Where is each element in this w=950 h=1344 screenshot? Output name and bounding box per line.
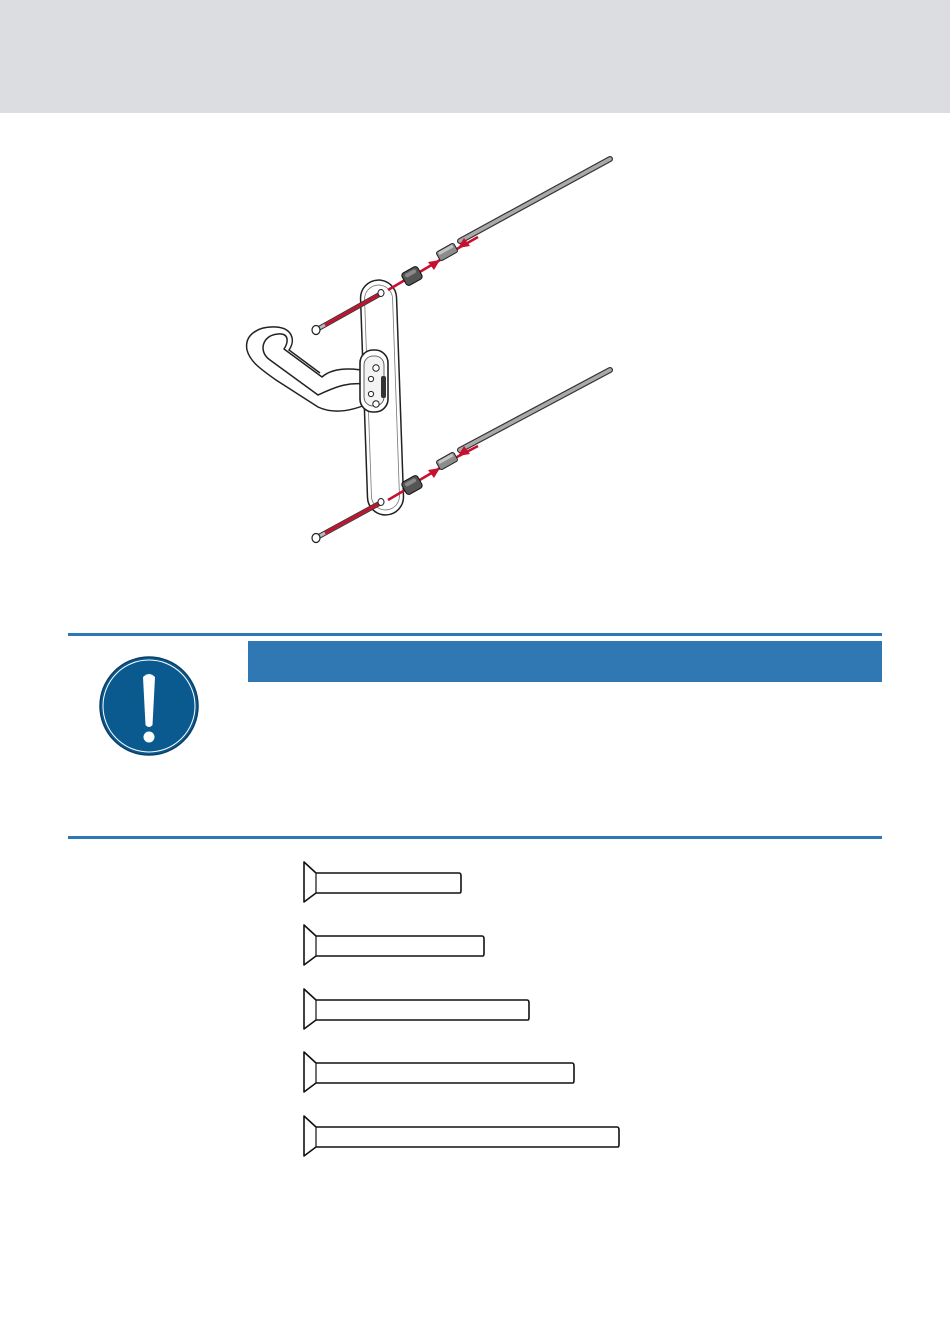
upper-spacer-sleeves <box>401 243 458 287</box>
countersunk-screw-icon <box>300 922 490 968</box>
countersunk-screw-icon <box>300 1113 625 1159</box>
lower-fixing-screw <box>312 502 382 543</box>
handle-assembly-illustration <box>230 150 630 550</box>
lower-threaded-rod <box>460 370 610 450</box>
notice-body <box>248 690 882 820</box>
upper-threaded-rod <box>460 159 610 241</box>
countersunk-screw-icon <box>300 859 470 905</box>
notice-top-rule <box>68 633 882 636</box>
exclamation-mandatory-icon <box>98 655 200 757</box>
notice-title-bar <box>248 641 882 682</box>
countersunk-screw-icon <box>300 986 535 1032</box>
upper-assembly-arrows <box>388 237 478 290</box>
page-header-band <box>0 0 950 113</box>
countersunk-screw-icon <box>300 1049 580 1095</box>
notice-bottom-rule <box>68 836 882 839</box>
